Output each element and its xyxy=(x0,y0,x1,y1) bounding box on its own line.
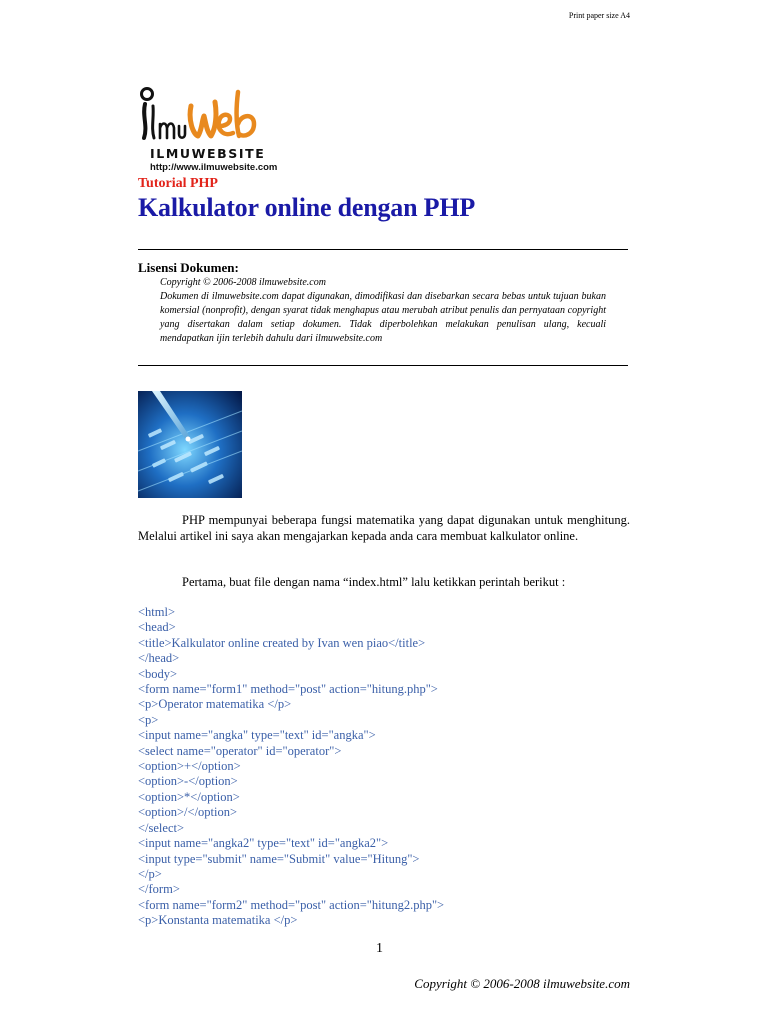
divider-bottom xyxy=(138,365,628,366)
license-copyright: Copyright © 2006-2008 ilmuwebsite.com xyxy=(160,277,326,288)
license-heading: Lisensi Dokumen: xyxy=(138,260,239,275)
document-title: Kalkulator online dengan PHP xyxy=(138,193,476,222)
footer-copyright: Copyright © 2006-2008 ilmuwebsite.com xyxy=(414,976,630,991)
tutorial-label: Tutorial PHP xyxy=(138,176,218,191)
divider-top xyxy=(138,249,628,250)
code-line: <option>+</option> xyxy=(138,759,241,774)
license-text: Dokumen di ilmuwebsite.com dapat digunakan, dimodifikasi dan disebarkan secara bebas untuk tujuan bukan komersial (nonprofit), dengan syarat tidak menghapus atau merubah atribut penulis dan pernyataan copyright yang disertakan dalam setiap dokumen. Tidak diperbolehkan melakukan penulisan ulang, kecuali mendapatkan ijin terlebih dahulu dari ilmuwebsite.com xyxy=(160,291,606,344)
code-line: <input name="angka2" type="text" id="angka2"> xyxy=(138,836,389,851)
step-paragraph: Pertama, buat file dengan nama “index.html” lalu ketikkan perintah berikut : xyxy=(182,575,566,589)
logo-url: http://www.ilmuwebsite.com xyxy=(150,162,278,173)
ilmuwebsite-logo xyxy=(138,86,284,174)
code-line: <html> xyxy=(138,605,176,619)
code-line: <input type="submit" name="Submit" value="Hitung"> xyxy=(138,851,420,866)
article-image xyxy=(138,391,242,498)
code-line: <option>-</option> xyxy=(138,774,238,789)
intro-paragraph: PHP mempunyai beberapa fungsi matematika yang dapat digunakan untuk menghitung. Melalui artikel ini saya akan mengajarkan kepada anda cara membuat kalkulator online. xyxy=(138,513,630,543)
code-line: <form name="form1" method="post" action="hitung.php"> xyxy=(138,682,438,697)
code-line: <select name="operator" id="operator"> xyxy=(138,743,342,758)
code-line: </head> xyxy=(138,651,180,666)
code-line: <input name="angka" type="text" id="angka"> xyxy=(138,728,376,743)
code-line: <body> xyxy=(138,666,178,681)
code-line: <p>Konstanta matematika </p> xyxy=(138,913,298,928)
print-paper-note: Print paper size A4 xyxy=(568,11,630,20)
code-listing xyxy=(138,605,444,929)
code-line: </form> xyxy=(138,882,180,897)
code-line: <head> xyxy=(138,620,176,635)
circuit-board-photo xyxy=(138,391,242,498)
code-line: <p>Operator matematika </p> xyxy=(138,697,292,712)
code-line: <title>Kalkulator online created by Ivan wen piao</title> xyxy=(138,635,426,650)
code-line: <option>*</option> xyxy=(138,789,240,804)
code-line: </p> xyxy=(138,866,162,881)
code-line: <p> xyxy=(138,712,159,727)
code-line: <form name="form2" method="post" action="hitung2.php"> xyxy=(138,897,445,912)
ilmuweb-logo-graphic xyxy=(138,86,284,174)
logo-wordmark: ILMUWEBSITE xyxy=(150,146,266,161)
page-number: 1 xyxy=(376,941,383,956)
code-line: </select> xyxy=(138,820,185,835)
code-line: <option>/</option> xyxy=(138,805,238,820)
